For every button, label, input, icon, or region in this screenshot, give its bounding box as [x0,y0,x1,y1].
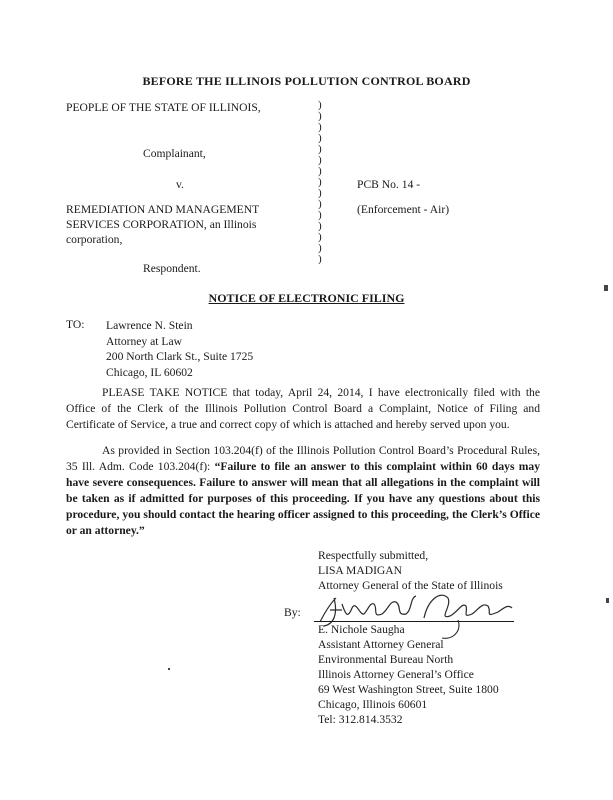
office-tel: Tel: 312.814.3532 [318,713,403,726]
case-type: (Enforcement - Air) [357,203,450,216]
ag-name: LISA MADIGAN [318,564,403,577]
rule-intro: As provided in Section 103.204(f) of the Illinois Pollution Control Board’s Procedural Rules, 35 Ill. Adm. Code 103.204(f): [66,444,540,473]
paren: ) [318,242,322,254]
scan-artifact [168,668,170,670]
paren: ) [318,154,322,166]
notice-paragraph [66,385,540,433]
notice-title: NOTICE OF ELECTRONIC FILING [208,291,405,305]
caption-parens [318,100,322,265]
paren: ) [318,110,322,122]
rule-warning: “Failure to file an answer to this complaint within 60 days may have severe consequences. Failure to answer will mean that all allegations in the complaint will be taken as if admitted for purposes of this proceeding. If you have any questions about this procedure, you should contact the hearing officer assigned to this proceeding, the Clerk’s Office or an attorney.” [66,460,541,537]
signer-block [318,622,499,727]
case-number: PCB No. 14 - [357,178,421,191]
court-title: BEFORE THE ILLINOIS POLLUTION CONTROL BOARD [142,74,471,88]
versus: v. [176,178,184,191]
bureau: Environmental Bureau North [318,653,454,666]
recipient-city: Chicago, IL 60602 [106,365,193,379]
recipient-street: 200 North Clark St., Suite 1725 [106,350,254,363]
paren: ) [318,198,322,210]
complainant-label: Complainant, [143,147,206,160]
signer-name: E. Nichole Saugha [318,623,405,636]
scan-artifact [606,598,609,603]
plaintiff: PEOPLE OF THE STATE OF ILLINOIS, [66,101,261,114]
defendant-line3: corporation, [66,233,123,246]
paren: ) [318,121,322,133]
office-city: Chicago, Illinois 60601 [318,698,428,711]
recipient-name: Lawrence N. Stein [106,319,193,332]
respondent-label: Respondent. [143,262,201,275]
defendant-line1: REMEDIATION AND MANAGEMENT [66,203,260,216]
paren: ) [318,132,322,144]
office: Illinois Attorney General’s Office [318,668,474,681]
recipient-title: Attorney at Law [106,334,182,348]
defendant-line2: SERVICES CORPORATION, an Illinois [66,218,257,231]
signer-title: Assistant Attorney General [318,638,444,651]
closing: Respectfully submitted, [318,549,429,562]
paren: ) [318,176,322,188]
recipient-address [106,318,253,380]
scan-artifact [604,285,608,291]
ag-title: Attorney General of the State of Illinois [318,579,503,592]
office-street: 69 West Washington Street, Suite 1800 [318,683,499,696]
notice-paragraph-text: PLEASE TAKE NOTICE that today, April 24, 2014, I have electronically filed with the Office of the Clerk of the Illinois Pollution Control Board a Complaint, Notice of Filing and Certificate of Service, a true and correct copy of which is attached and hereby served upon you. [66,386,540,431]
to-label: TO: [66,318,85,331]
by-label: By: [284,606,301,619]
rule-paragraph [66,443,540,539]
paren: ) [318,187,322,199]
paren: ) [318,220,322,232]
paren: ) [318,209,322,221]
paren: ) [318,165,322,177]
paren: ) [318,99,322,111]
paren: ) [318,143,322,155]
paren: ) [318,253,322,265]
paren: ) [318,231,322,243]
